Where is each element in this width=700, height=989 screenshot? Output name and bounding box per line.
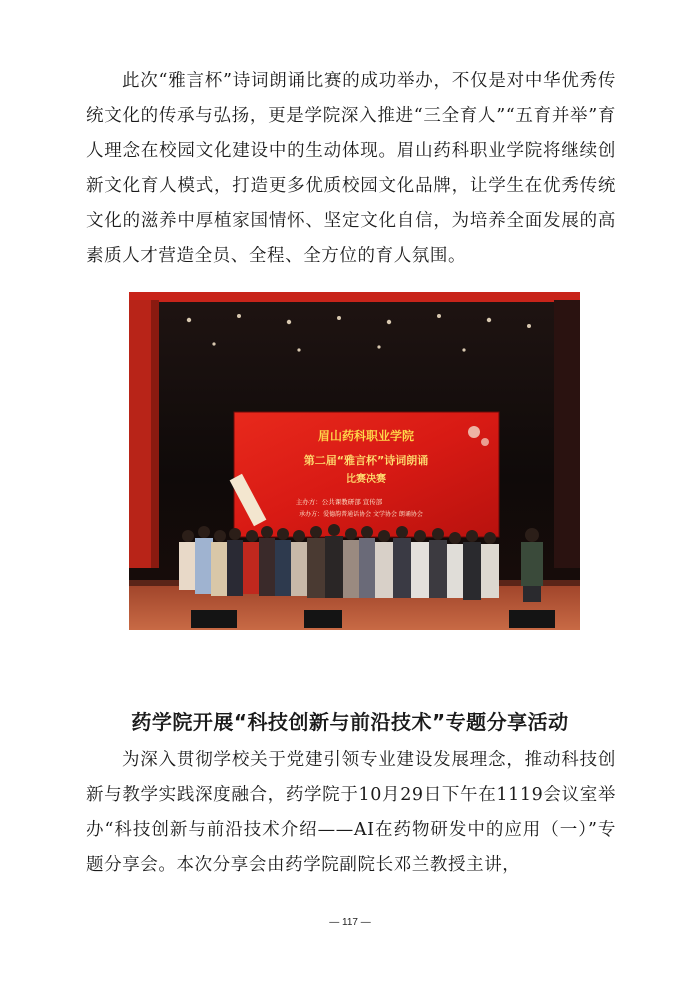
screen-subtitle-2: 比赛决赛 xyxy=(346,474,386,485)
event-group-photo xyxy=(129,292,580,630)
section-heading: 药学院开展“科技创新与前沿技术”专题分享活动 xyxy=(131,710,569,734)
paragraph-ai-seminar: 为深入贯彻学校关于党建引领专业建设发展理念，推动科技创新与教学实践深度融合，药学院于10月29日下午在1119会议室举办“科技创新与前沿技术介绍——AI在药物研发中的应用（一）”专题分享会。本次分享会由药学院副院长邓兰教授主讲， xyxy=(86,750,616,875)
screen-subtitle: 第二届“雅言杯”诗词朗诵 xyxy=(303,454,429,467)
page-number: — 117 — xyxy=(329,917,371,928)
screen-organizer: 承办方：爱德韵普通话协会 文学协会 朗诵协会 xyxy=(299,511,423,518)
screen-title: 眉山药科职业学院 xyxy=(317,429,415,443)
screen-host: 主办方：公共课教研部 宣传部 xyxy=(295,498,383,506)
paragraph-yayan-summary: 此次“雅言杯”诗词朗诵比赛的成功举办，不仅是对中华优秀传统文化的传承与弘扬，更是学院深入推进“三全育人”“五育并举”育人理念在校园文化建设中的生动体现。眉山药科职业学院将继续创新文化育人模式，打造更多优质校园文化品牌，让学生在优秀传统文化的滋养中厚植家国情怀、坚定文化自信，为培养全面发展的高素质人才营造全员、全程、全方位的育人氛围。 xyxy=(86,71,616,266)
